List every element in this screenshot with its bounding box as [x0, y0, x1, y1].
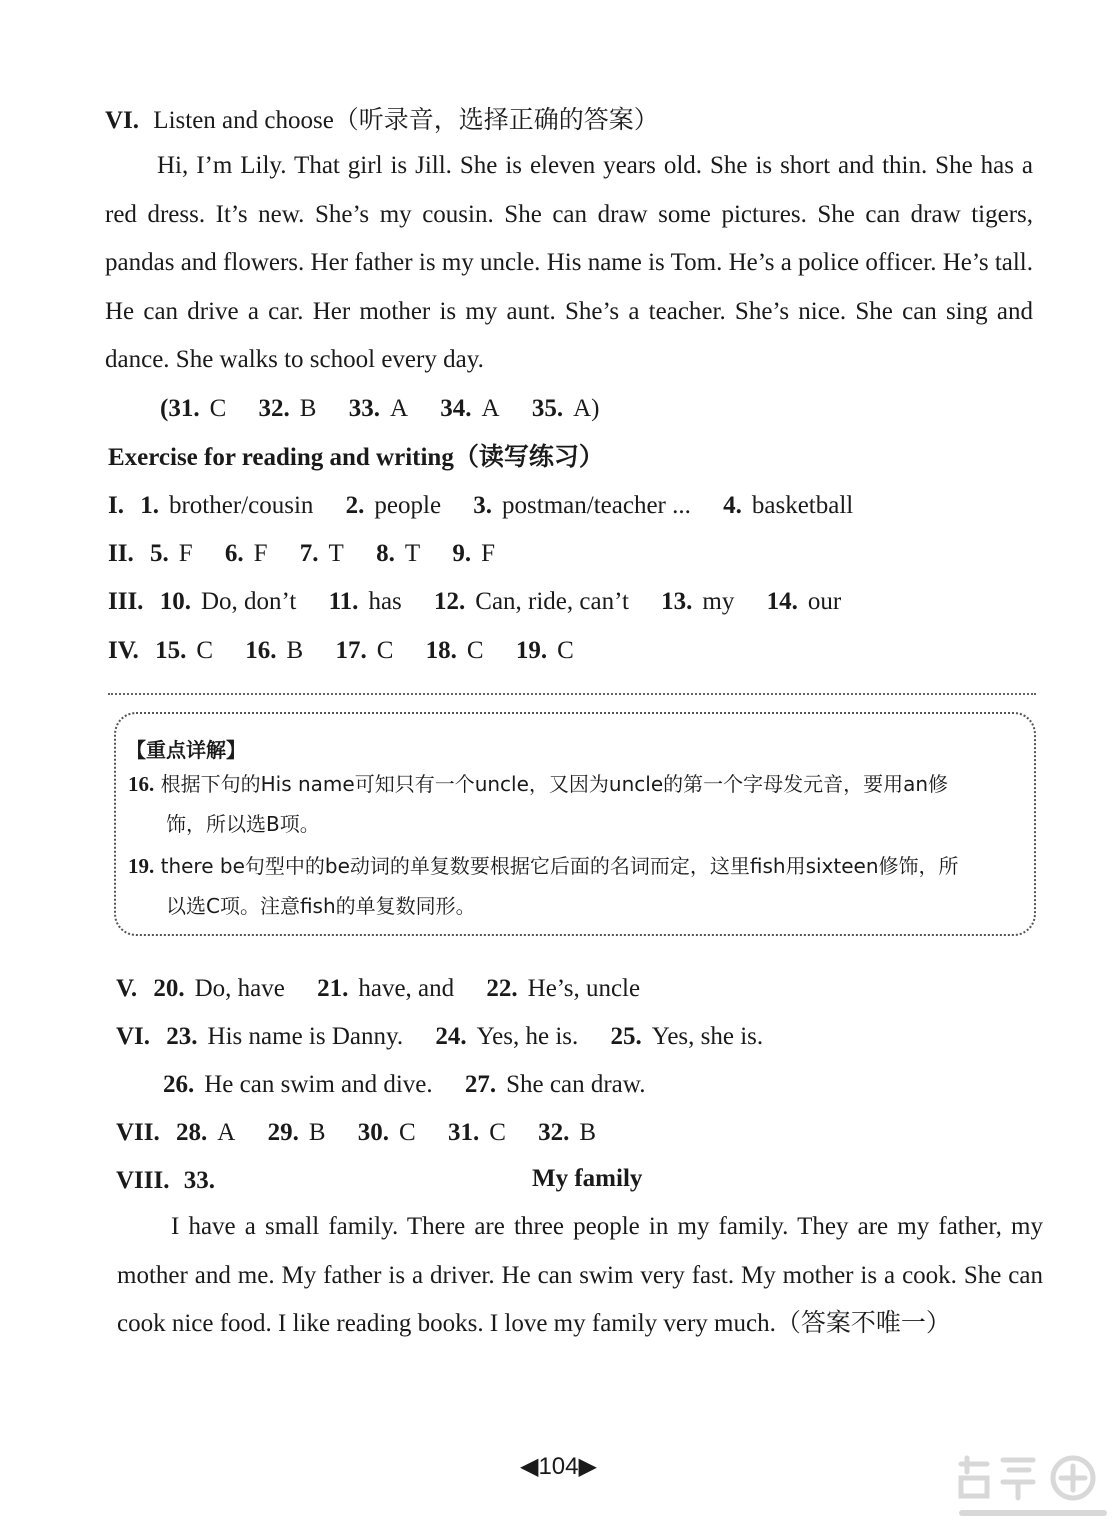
answer-row-ii: II. 5. F 6. F 7. T 8. T 9. F: [108, 540, 495, 567]
answer-item: (31. C: [160, 395, 227, 422]
note-16: 16. 根据下句的His name可知只有一个uncle，又因为uncle的第一个字母发元音，要用an修 饰，所以选B项。: [128, 764, 1023, 844]
note-text: there be句型中的be动词的单复数要根据它后面的名词而定，这里fish用sixteen修饰，所: [160, 854, 959, 878]
key-points-title: 【重点详解】: [126, 738, 246, 762]
key-points-box: [114, 712, 1036, 936]
answer-item: 34. A: [440, 395, 500, 422]
listening-passage: Hi, I’m Lily. That girl is Jill. She is eleven years old. She is short and thin. She has a red dress. It’s new. She’s my cousin. She can draw some pictures. She can draw tigers, pandas and flowers. Her father is my uncle. His name is Tom. He’s a police officer. He’s tall. He can drive a car. Her mother is my aunt. She’s a teacher. She’s nice. She can sing and dance. She walks to school every day.: [105, 152, 1033, 373]
section-label: VIII.: [116, 1167, 170, 1194]
answer-row-vi-cont: 26. He can swim and dive. 27. She can draw.: [163, 1071, 646, 1098]
answer-row-vi: VI. 23. His name is Danny. 24. Yes, he is. 25. Yes, she is.: [116, 1023, 764, 1050]
answer-row-iv: IV. 15. C 16. B 17. C 18. C 19. C: [108, 637, 574, 664]
heading-text: Listen and choose（听录音，选择正确的答案）: [153, 107, 659, 134]
watermark-logo-icon: [953, 1452, 1113, 1532]
essay-title: My family: [532, 1165, 643, 1192]
answer-row-v: V. 20. Do, have 21. have, and 22. He’s, uncle: [116, 975, 641, 1002]
note-text-cont: 以选C项。注意fish的单复数同形。: [166, 894, 476, 918]
listening-answers: [160, 394, 599, 424]
page-number: ◀104▶: [520, 1453, 597, 1480]
answer-row-viii: [116, 1166, 215, 1196]
dotted-divider: [108, 693, 1036, 695]
note-text-cont: 饰，所以选B项。: [166, 812, 320, 836]
rw-heading: Exercise for reading and writing（读写练习）: [108, 444, 604, 471]
answer-row-i: I. 1. brother/cousin 2. people 3. postman/teacher ... 4. basketball: [108, 492, 854, 519]
question-number: 33.: [183, 1167, 215, 1194]
note-19: 19. there be句型中的be动词的单复数要根据它后面的名词而定，这里fish用sixteen修饰，所 以选C项。注意fish的单复数同形。: [128, 846, 1023, 926]
listening-heading: [105, 106, 659, 136]
note-text: 根据下句的His name可知只有一个uncle，又因为uncle的第一个字母发元音，要用an修: [160, 772, 949, 796]
answer-item: 32. B: [258, 395, 317, 422]
essay-body: I have a small family. There are three people in my family. They are my father, my mother and me. My father is a driver. He can swim very fast. My mother is a cook. She can cook nice food. I like reading books. I love my family very much.（答案不唯一）: [117, 1213, 1043, 1337]
answer-row-iii: III. 10. Do, don’t 11. has 12. Can, ride, can’t 13. my 14. our: [108, 588, 842, 615]
answer-row-vii: VII. 28. A 29. B 30. C 31. C 32. B: [116, 1119, 597, 1146]
section-label: VI.: [105, 107, 140, 134]
answer-item: 35. A): [531, 395, 600, 422]
answer-item: 33. A: [348, 395, 409, 422]
